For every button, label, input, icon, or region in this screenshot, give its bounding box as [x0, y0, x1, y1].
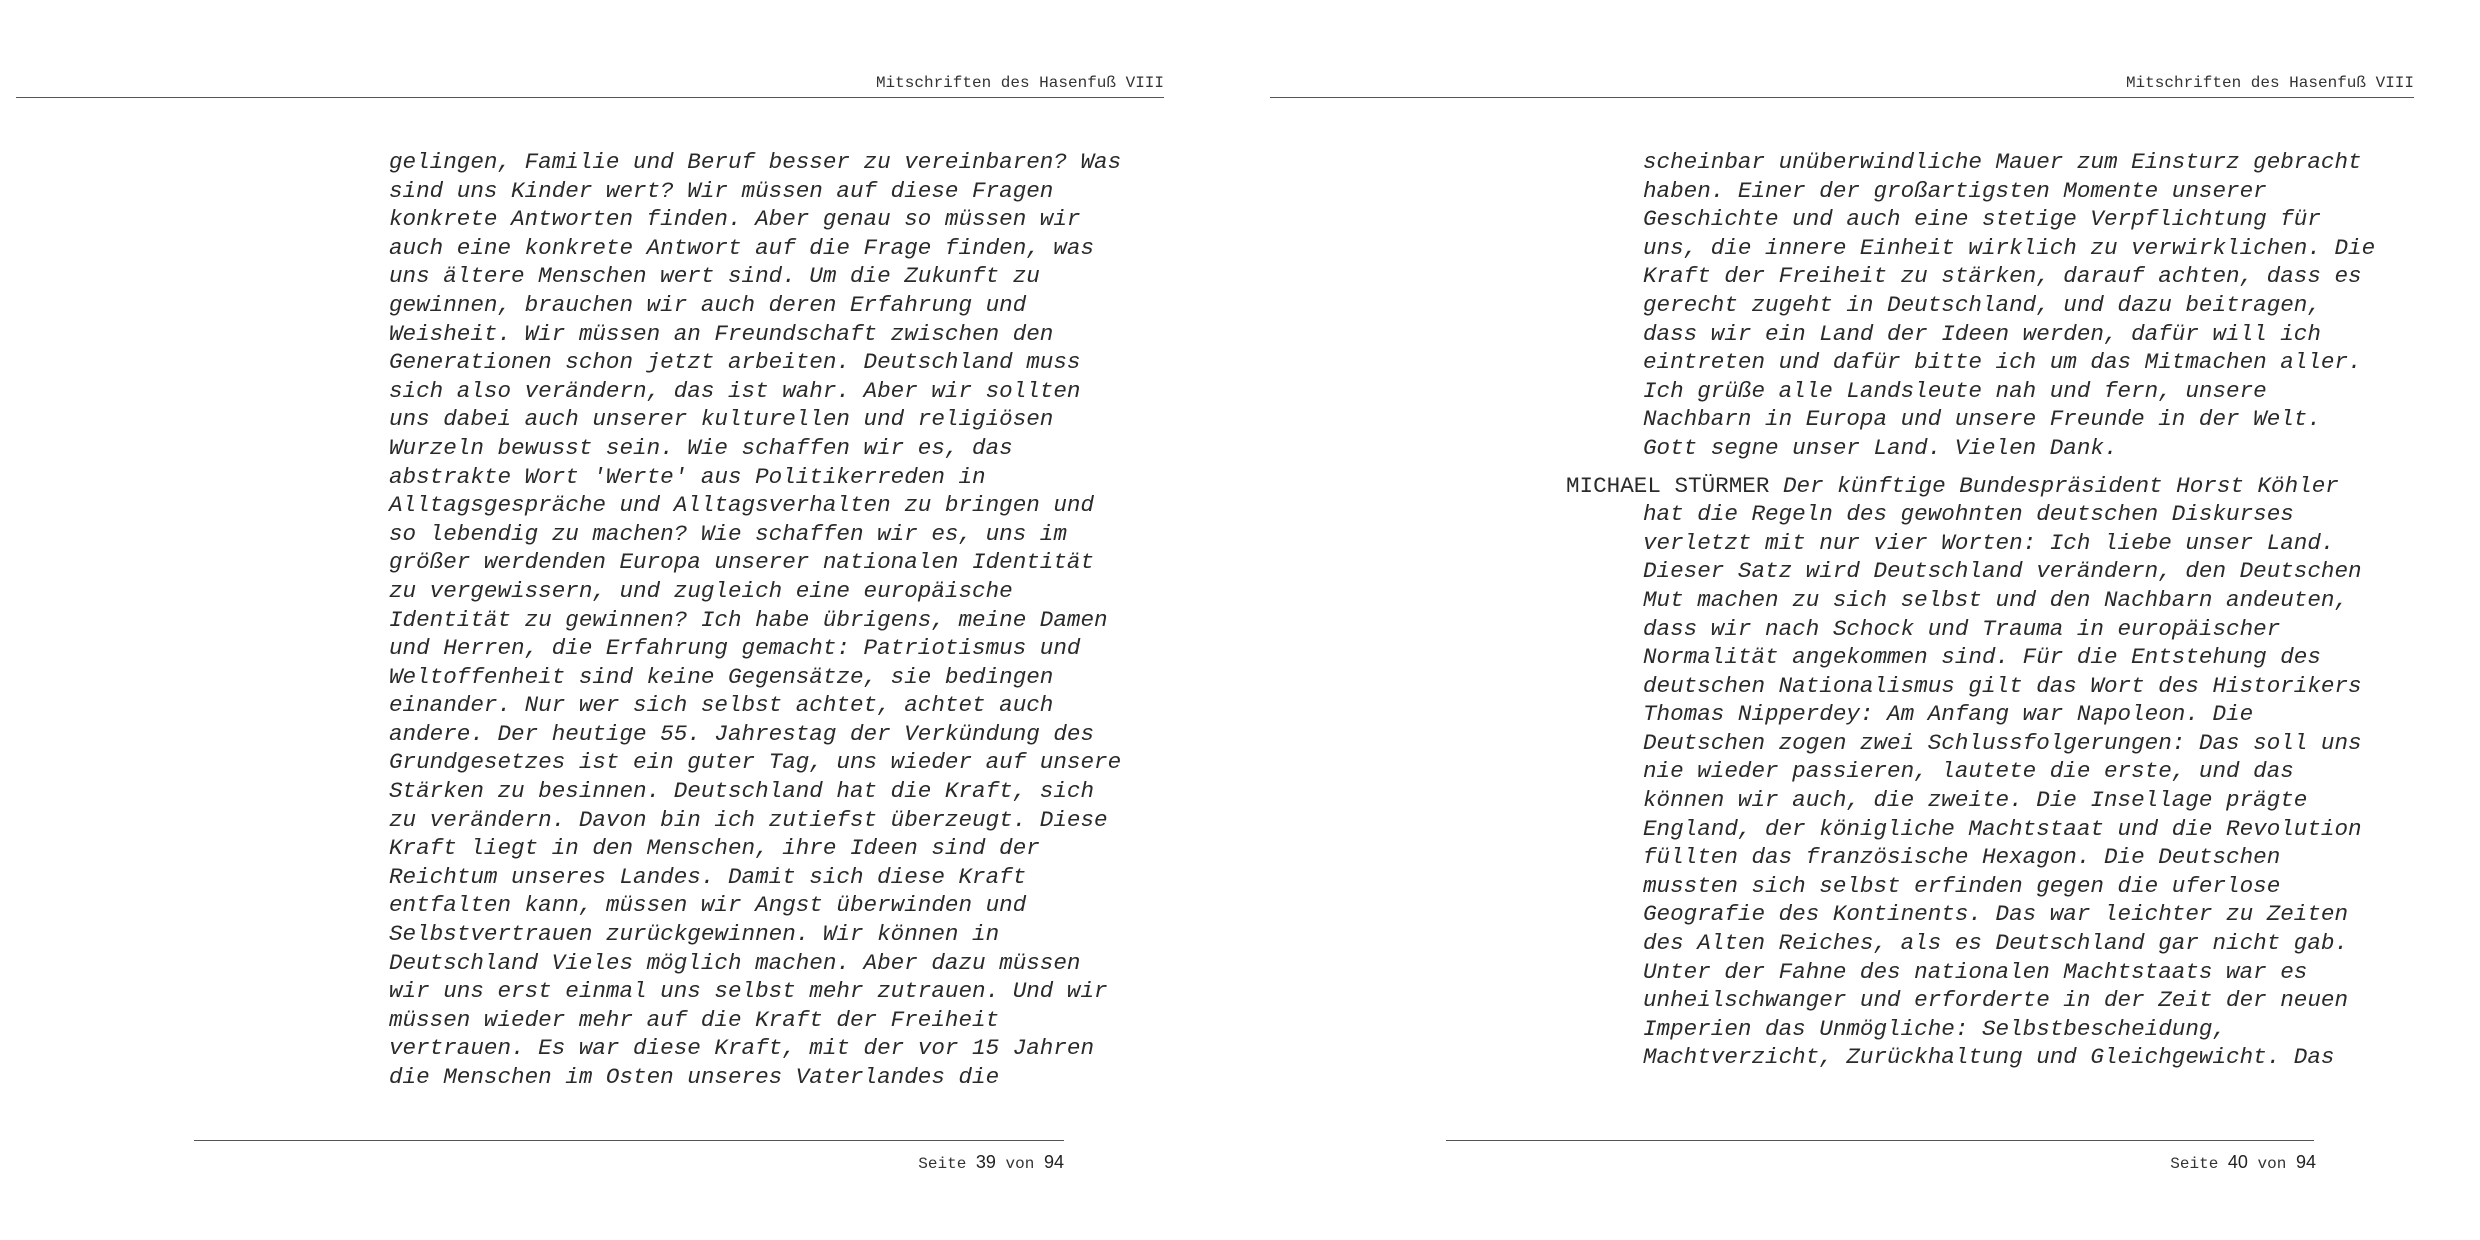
text-line: uns ältere Menschen wert sind. Um die Zukunft zu: [389, 263, 1040, 290]
text-line: dass wir nach Schock und Trauma in europäischer: [1643, 615, 2281, 642]
text-line: Alltagsgespräche und Alltagsverhalten zu bringen und: [389, 492, 1095, 519]
page-number: 40: [2227, 1152, 2248, 1172]
running-header: Mitschriften des Hasenfuß VIII: [2125, 74, 2414, 92]
page-number: 39: [975, 1152, 996, 1172]
text-line: können wir auch, die zweite. Die Insellage prägte: [1643, 787, 2308, 814]
body-text: [1566, 148, 2376, 1072]
paragraph-stuermer: [1566, 500, 2366, 1072]
text-line: wir uns erst einmal uns selbst mehr zutrauen. Und wir: [389, 978, 1108, 1005]
text-line: Kraft der Freiheit zu stärken, darauf achten, dass es: [1643, 263, 2362, 290]
running-header: Mitschriften des Hasenfuß VIII: [875, 74, 1164, 92]
text-line: müssen wieder mehr auf die Kraft der Freiheit: [389, 1006, 1000, 1033]
text-line: mussten sich selbst erfinden gegen die uferlose: [1643, 872, 2281, 899]
text-line: gewinnen, brauchen wir auch deren Erfahrung und: [389, 291, 1027, 318]
text-line: Geschichte und auch eine stetige Verpflichtung für: [1643, 206, 2321, 233]
text-line: sind uns Kinder wert? Wir müssen auf diese Fragen: [389, 177, 1054, 204]
text-line: Thomas Nipperdey: Am Anfang war Napoleon. Die: [1643, 701, 2254, 728]
text-line: so lebendig zu machen? Wie schaffen wir es, uns im: [389, 520, 1067, 547]
text-line: abstrakte Wort 'Werte' aus Politikerreden in: [389, 463, 986, 490]
footer-rule: [194, 1140, 1064, 1141]
text-line: Nachbarn in Europa und unsere Freunde in der Welt.: [1643, 406, 2321, 433]
text-line: und Herren, die Erfahrung gemacht: Patriotismus und: [389, 635, 1081, 662]
text-line: Deutschen zogen zwei Schlussfolgerungen: Das soll uns: [1643, 729, 2362, 756]
right-page: [1240, 0, 2480, 1240]
page-total: 94: [2295, 1152, 2316, 1172]
text-line: des Alten Reiches, als es Deutschland gar nicht gab.: [1643, 930, 2349, 957]
paragraph-closing: [1566, 148, 2376, 463]
text-line: Imperien das Unmögliche: Selbstbescheidung,: [1643, 1015, 2227, 1042]
text-line: Machtverzicht, Zurückhaltung und Gleichgewicht. Das: [1643, 1044, 2335, 1071]
text-line: Grundgesetzes ist ein guter Tag, uns wieder auf unsere: [389, 749, 1122, 776]
text-line: Reichtum unseres Landes. Damit sich diese Kraft: [389, 863, 1027, 890]
text-line: vertrauen. Es war diese Kraft, mit der vor 15 Jahren: [389, 1035, 1095, 1062]
text-line: gelingen, Familie und Beruf besser zu vereinbaren? Was: [389, 149, 1122, 175]
page-footer: [2170, 1152, 2316, 1173]
text-line: Kraft liegt in den Menschen, ihre Ideen sind der: [389, 835, 1040, 862]
text-line: konkrete Antworten finden. Aber genau so müssen wir: [389, 206, 1081, 233]
text-line: Wurzeln bewusst sein. Wie schaffen wir es, das: [389, 434, 1013, 461]
text-line: hat die Regeln des gewohnten deutschen Diskurses: [1643, 501, 2294, 528]
text-line: Geografie des Kontinents. Das war leichter zu Zeiten: [1643, 901, 2349, 928]
header-rule: [16, 97, 1164, 98]
text-line: einander. Nur wer sich selbst achtet, achtet auch: [389, 692, 1054, 719]
text-line: Stärken zu besinnen. Deutschland hat die Kraft, sich: [389, 778, 1095, 805]
text-line: zu vergewissern, und zugleich eine europäische: [389, 577, 1013, 604]
text-line: auch eine konkrete Antwort auf die Frage finden, was: [389, 234, 1095, 261]
footer-seite-label: Seite: [2170, 1155, 2219, 1173]
footer-rule: [1446, 1140, 2314, 1141]
text-line: gerecht zugeht in Deutschland, und dazu beitragen,: [1643, 291, 2321, 318]
text-line: sich also verändern, das ist wahr. Aber wir sollten: [389, 377, 1081, 404]
text-line: Mut machen zu sich selbst und den Nachbarn andeuten,: [1643, 586, 2349, 613]
text-line: Ich grüße alle Landsleute nah und fern, unsere: [1643, 377, 2267, 404]
header-rule: [1270, 97, 2414, 98]
text-line: scheinbar unüberwindliche Mauer zum Einsturz gebracht: [1643, 149, 2362, 175]
text-line: die Menschen im Osten unseres Vaterlandes die: [389, 1064, 1000, 1090]
text-line: Dieser Satz wird Deutschland verändern, den Deutschen: [1643, 558, 2362, 585]
text-line: England, der königliche Machtstaat und die Revolution: [1643, 815, 2362, 842]
text-line: nie wieder passieren, lautete die erste, und das: [1643, 758, 2294, 785]
text-line: füllten das französische Hexagon. Die Deutschen: [1643, 844, 2281, 871]
text-line: haben. Einer der großartigsten Momente unserer: [1643, 177, 2267, 204]
footer-seite-label: Seite: [918, 1155, 967, 1173]
speaker-name: MICHAEL STÜRMER: [1566, 472, 1770, 499]
page-total: 94: [1043, 1152, 1064, 1172]
text-line: zu verändern. Davon bin ich zutiefst überzeugt. Diese: [389, 806, 1108, 833]
text-line: unheilschwanger und erforderte in der Zeit der neuen: [1643, 987, 2349, 1014]
footer-von-label: von: [1005, 1155, 1035, 1173]
text-line: deutschen Nationalismus gilt das Wort des Historikers: [1643, 672, 2362, 699]
text-line: größer werdenden Europa unserer nationalen Identität: [389, 549, 1095, 576]
text-line: Unter der Fahne des nationalen Machtstaats war es: [1643, 958, 2308, 985]
text-line: Weltoffenheit sind keine Gegensätze, sie bedingen: [389, 663, 1054, 690]
text-line: Deutschland Vieles möglich machen. Aber dazu müssen: [389, 949, 1081, 976]
text-line: Weisheit. Wir müssen an Freundschaft zwischen den: [389, 320, 1054, 347]
text-line: eintreten und dafür bitte ich um das Mitmachen aller.: [1643, 349, 2362, 376]
text-line: Normalität angekommen sind. Für die Entstehung des: [1643, 644, 2321, 671]
text-line: Identität zu gewinnen? Ich habe übrigens, meine Damen: [389, 606, 1108, 633]
body-text: [389, 148, 1122, 1092]
paragraph-first-line: [1566, 472, 2366, 501]
text-line: Gott segne unser Land. Vielen Dank.: [1643, 434, 2118, 461]
text-line: Der künftige Bundespräsident Horst Köhler: [1782, 472, 2339, 499]
text-line: andere. Der heutige 55. Jahrestag der Verkündung des: [389, 720, 1095, 747]
text-line: verletzt mit nur vier Worten: Ich liebe unser Land.: [1643, 529, 2335, 556]
text-line: Selbstvertrauen zurückgewinnen. Wir können in: [389, 921, 1000, 948]
footer-von-label: von: [2257, 1155, 2287, 1173]
text-line: uns dabei auch unserer kulturellen und religiösen: [389, 406, 1054, 433]
page-footer: [918, 1152, 1064, 1173]
text-line: entfalten kann, müssen wir Angst überwinden und: [389, 892, 1027, 919]
text-line: Generationen schon jetzt arbeiten. Deutschland muss: [389, 349, 1081, 376]
text-line: dass wir ein Land der Ideen werden, dafür will ich: [1643, 320, 2321, 347]
text-line: uns, die innere Einheit wirklich zu verwirklichen. Die: [1643, 234, 2376, 261]
